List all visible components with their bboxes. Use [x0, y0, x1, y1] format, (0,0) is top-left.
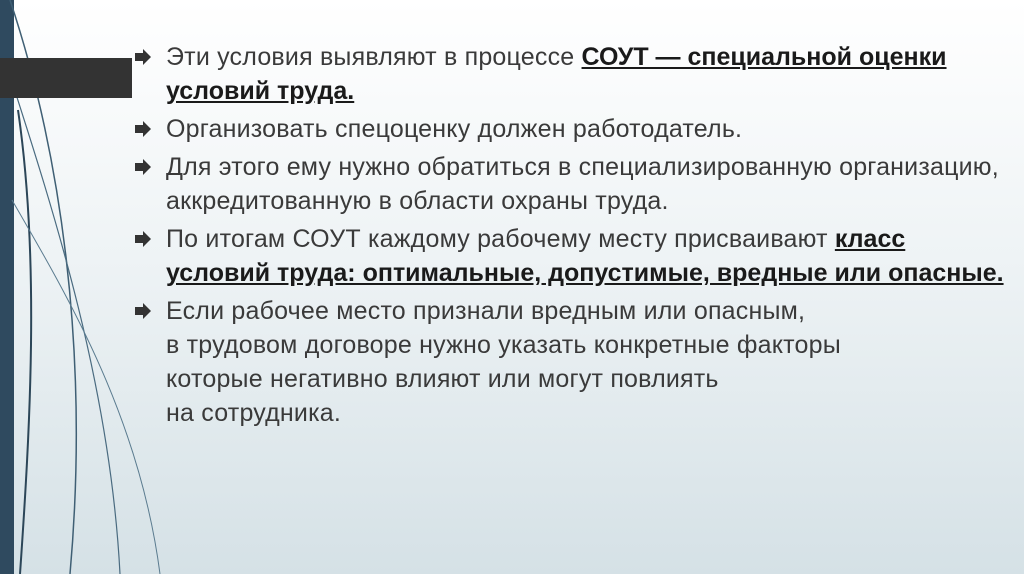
bullet-text: Для этого ему нужно обратиться в специализированную организацию, аккредитованную в области охраны труда.	[166, 153, 999, 215]
bullet-text: Организовать спецоценку должен работодатель.	[166, 115, 743, 143]
bullet-text: Эти условия выявляют в процессе	[166, 43, 582, 71]
arrow-bullet-icon	[134, 231, 152, 247]
bullet-highlight: СОУТ — специальной оценки условий труда.	[166, 43, 947, 105]
bullet-highlight: класс условий труда: оптимальные, допустимые, вредные или опасные.	[166, 225, 1004, 287]
bullet-item-5	[134, 294, 1004, 430]
arrow-bullet-icon	[134, 49, 152, 65]
bullet-line: на сотрудника.	[166, 399, 342, 427]
bullet-text: По итогам СОУТ каждому рабочему месту присваивают	[166, 225, 835, 253]
bullet-item-3	[134, 150, 1004, 218]
bullet-item-4	[134, 222, 1004, 290]
slide-content	[134, 40, 1004, 434]
bullet-line: Если рабочее место признали вредным или опасным,	[166, 297, 806, 325]
bullet-line: в трудовом договоре нужно указать конкретные факторы	[166, 331, 841, 359]
bullet-item-1	[134, 40, 1004, 108]
arrow-bullet-icon	[134, 159, 152, 175]
arrow-bullet-icon	[134, 121, 152, 137]
bullet-item-2	[134, 112, 1004, 146]
arrow-bullet-icon	[134, 303, 152, 319]
bullet-line: которые негативно влияют или могут повлиять	[166, 365, 719, 393]
accent-tab	[0, 58, 132, 98]
